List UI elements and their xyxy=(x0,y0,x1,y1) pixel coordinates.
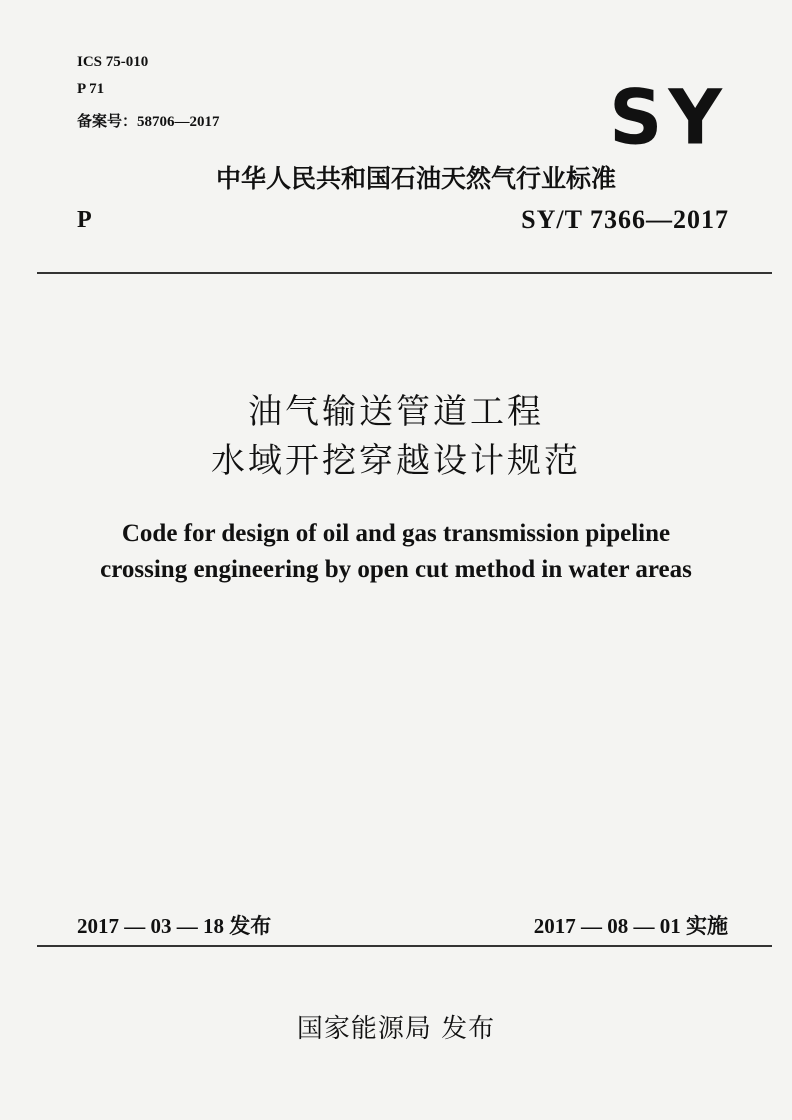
publisher: 国家能源局 发布 xyxy=(296,1014,496,1044)
chinese-title-line-2: 水域开挖穿越设计规范 xyxy=(211,441,581,481)
sy-logo: SY xyxy=(609,74,728,162)
english-title-line-1: Code for design of oil and gas transmission pipeline xyxy=(121,520,671,547)
chinese-title-line-1: 油气输送管道工程 xyxy=(248,392,544,432)
standard-code: SY/T 7366—2017 xyxy=(521,205,729,234)
ics-code: ICS 75-010 xyxy=(77,54,149,70)
category-code: P xyxy=(77,207,92,233)
top-divider xyxy=(37,272,772,274)
implementation-date: 2017 — 08 — 01 实施 xyxy=(533,914,728,938)
issue-date: 2017 — 03 — 18 发布 xyxy=(77,914,272,938)
filing-number: 备案号：58706—2017 xyxy=(77,114,220,130)
ccs-code: P 71 xyxy=(77,81,105,97)
bottom-divider xyxy=(37,945,772,947)
standard-type-heading: 中华人民共和国石油天然气行业标准 xyxy=(216,164,617,193)
english-title-line-2: crossing engineering by open cut method in water areas xyxy=(100,556,692,583)
